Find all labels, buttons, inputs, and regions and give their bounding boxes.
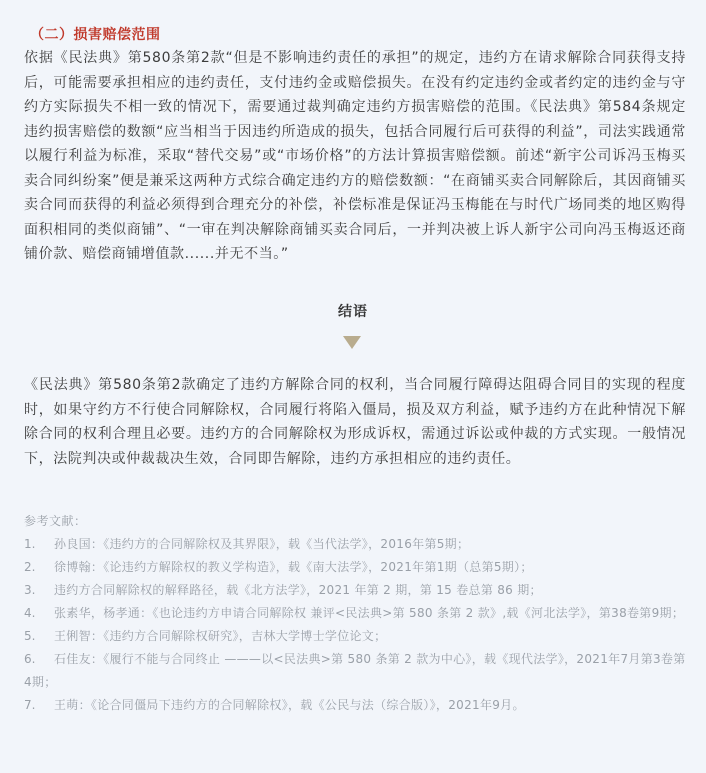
reference-item [24, 648, 686, 694]
references-title: 参考文献： [24, 514, 87, 528]
reference-number: 5. [24, 629, 36, 643]
reference-number: 7. [24, 698, 36, 712]
reference-text: 王萌：《论合同僵局下违约方的合同解除权》，载《公民与法（综合版）》，2021年9月。 [54, 698, 525, 712]
reference-item [24, 602, 686, 625]
reference-number: 4. [24, 606, 36, 620]
section-heading: （二）损害赔偿范围 [30, 27, 161, 43]
reference-item [24, 579, 686, 602]
reference-number: 2. [24, 560, 36, 574]
reference-text: 张素华，杨孝通：《也论违约方申请合同解除权 兼评<民法典>第 580 条第 2 款》,载《河北法学》，第38卷第9期； [54, 606, 685, 620]
conclusion-title: 结语 [338, 304, 368, 320]
down-triangle-icon [343, 336, 361, 349]
paragraph-conclusion: 《民法典》第580条第2款确定了违约方解除合同的权利，当合同履行障碍达阻碍合同目的实现的程度时，如果守约方不行使合同解除权，合同履行将陷入僵局，损及双方利益，赋予违约方在此种情况下解除合同的权利合理且必要。违约方的合同解除权为形成诉权，需通过诉讼或仲裁的方式实现。一般情况下，法院判决或仲裁裁决生效，合同即告解除，违约方承担相应的违约责任。 [24, 377, 686, 467]
reference-text: 石佳友：《履行不能与合同终止 ———以<民法典>第 580 条第 2 款为中心》，载《现代法学》，2021年7月第3卷第4期； [24, 652, 686, 689]
reference-text: 违约方合同解除权的解释路径，载《北方法学》，2021 年第 2 期，第 15 卷总第 86 期； [54, 583, 542, 597]
reference-item [24, 533, 686, 556]
reference-text: 王俐智：《违约方合同解除权研究》，吉林大学博士学位论文； [54, 629, 387, 643]
reference-number: 6. [24, 652, 36, 666]
references-list [24, 533, 686, 717]
paragraph-damages-scope: 依据《民法典》第580条第2款“但是不影响违约责任的承担”的规定，违约方在请求解除合同获得支持后，可能需要承担相应的违约责任，支付违约金或赔偿损失。在没有约定违约金或者约定的违约金与守约方实际损失不相一致的情况下，需要通过裁判确定违约方损害赔偿的范围。《民法典》第584条规定违约损害赔偿的数额“应当相当于因违约所造成的损失，包括合同履行后可获得的利益”，司法实践通常以履行利益为标准，采取“替代交易”或“市场价格”的方法计算损害赔偿额。前述“新宇公司诉冯玉梅买卖合同纠纷案”便是兼采这两种方式综合确定违约方的赔偿数额：“在商铺买卖合同解除后，其因商铺买卖合同而获得的利益必须得到合理充分的补偿，补偿标准是保证冯玉梅能在与时代广场同类的地区购得面积相同的类似商铺”、“一审在判决解除商铺买卖合同后，一并判决被上诉人新宇公司向冯玉梅返还商铺价款、赔偿商铺增值款......并无不当。” [24, 50, 686, 262]
reference-item [24, 625, 686, 648]
reference-text: 徐博翰：《论违约方解除权的教义学构造》，载《南大法学》，2021年第1期（总第5期）； [54, 560, 533, 574]
reference-item [24, 556, 686, 579]
reference-item [24, 694, 686, 717]
reference-text: 孙良国：《违约方的合同解除权及其界限》，载《当代法学》，2016年第5期； [54, 537, 470, 551]
reference-number: 1. [24, 537, 36, 551]
reference-number: 3. [24, 583, 36, 597]
